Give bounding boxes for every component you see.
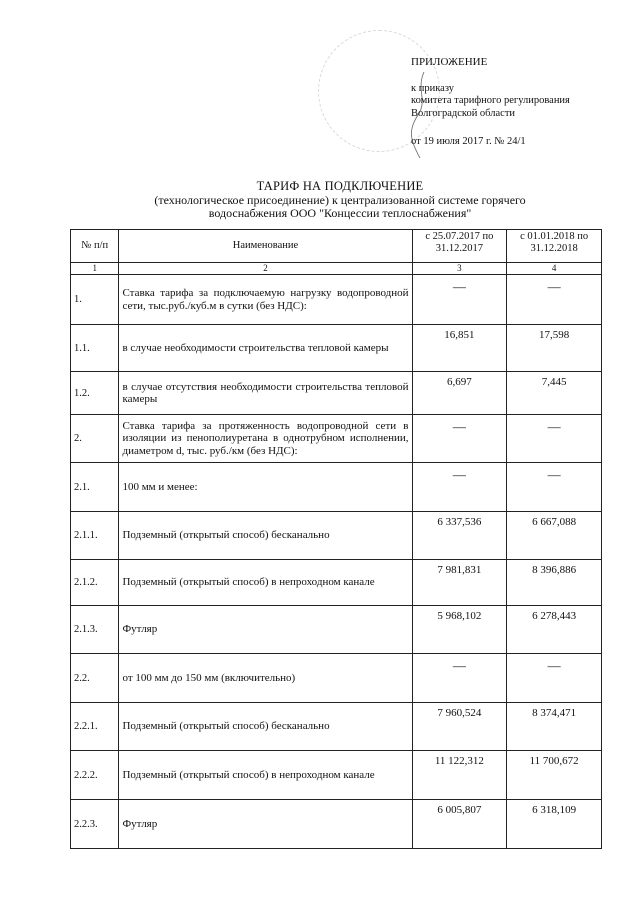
appendix-line: к приказу bbox=[411, 82, 454, 94]
row-value-2018: — bbox=[507, 463, 602, 512]
row-value-2017: — bbox=[412, 654, 507, 703]
title-line: водоснабжения ООО "Концессии теплоснабжения" bbox=[208, 206, 472, 220]
row-number: 2.2. bbox=[71, 654, 119, 703]
appendix-heading: ПРИЛОЖЕНИЕ bbox=[411, 56, 488, 68]
table-row bbox=[71, 415, 602, 463]
row-name: Подземный (открытый способ) бесканально bbox=[119, 703, 412, 751]
table-row bbox=[71, 325, 602, 372]
row-value-2018: 6 278,443 bbox=[507, 606, 602, 654]
row-value-2018: 17,598 bbox=[507, 325, 602, 372]
row-value-2018: 8 396,886 bbox=[507, 560, 602, 606]
row-value-2017: 6 005,807 bbox=[412, 800, 507, 849]
table-row bbox=[71, 606, 602, 654]
row-value-2017: 16,851 bbox=[412, 325, 507, 372]
row-number: 2.1.1. bbox=[71, 512, 119, 560]
row-number: 2.2.2. bbox=[71, 751, 119, 800]
header-name: Наименование bbox=[119, 230, 412, 263]
row-number: 1.1. bbox=[71, 325, 119, 372]
table-row bbox=[71, 654, 602, 703]
row-name: от 100 мм до 150 мм (включительно) bbox=[119, 654, 412, 703]
row-value-2018: 8 374,471 bbox=[507, 703, 602, 751]
title-line: (технологическое присоединение) к централизованной системе горячего bbox=[154, 192, 526, 207]
table-row bbox=[71, 372, 602, 415]
row-name: Подземный (открытый способ) в непроходном канале bbox=[119, 560, 412, 606]
row-value-2018: 6 667,088 bbox=[507, 512, 602, 560]
row-number: 1.2. bbox=[71, 372, 119, 415]
row-value-2017: 6 337,536 bbox=[412, 512, 507, 560]
row-name: Подземный (открытый способ) в непроходном канале bbox=[119, 751, 412, 800]
row-value-2017: 7 981,831 bbox=[412, 560, 507, 606]
row-name: в случае необходимости строительства тепловой камеры bbox=[119, 325, 412, 372]
document-title bbox=[80, 180, 600, 221]
table-row bbox=[71, 463, 602, 512]
table-row bbox=[71, 703, 602, 751]
header-period-2018: с 01.01.2018 по 31.12.2018 bbox=[507, 230, 602, 263]
table-row bbox=[71, 560, 602, 606]
row-value-2017: 7 960,524 bbox=[412, 703, 507, 751]
row-name: Футляр bbox=[119, 800, 412, 849]
row-name: Подземный (открытый способ) бесканально bbox=[119, 512, 412, 560]
row-name: Футляр bbox=[119, 606, 412, 654]
row-name: в случае отсутствия необходимости строительства тепловой камеры bbox=[119, 372, 412, 415]
row-value-2018: 7,445 bbox=[507, 372, 602, 415]
row-number: 2.2.1. bbox=[71, 703, 119, 751]
appendix-line: комитета тарифного регулирования bbox=[411, 95, 570, 106]
appendix-block bbox=[411, 56, 621, 149]
row-value-2017: — bbox=[412, 415, 507, 463]
column-index: 2 bbox=[119, 263, 412, 275]
appendix-line: Волгоградской области bbox=[411, 107, 516, 119]
row-value-2017: 11 122,312 bbox=[412, 751, 507, 800]
row-number: 2.1.3. bbox=[71, 606, 119, 654]
table-row bbox=[71, 751, 602, 800]
table-row bbox=[71, 512, 602, 560]
tariff-table bbox=[70, 229, 602, 849]
column-index: 4 bbox=[507, 263, 602, 275]
row-value-2018: — bbox=[507, 275, 602, 325]
row-number: 2.1. bbox=[71, 463, 119, 512]
row-number: 2.2.3. bbox=[71, 800, 119, 849]
column-index: 1 bbox=[71, 263, 119, 275]
row-value-2017: — bbox=[412, 275, 507, 325]
row-name: 100 мм и менее: bbox=[119, 463, 412, 512]
row-name: Ставка тарифа за подключаемую нагрузку водопроводной сети, тыс.руб./куб.м в сутки (без НДС): bbox=[119, 275, 412, 325]
row-value-2018: — bbox=[507, 654, 602, 703]
row-value-2017: 5 968,102 bbox=[412, 606, 507, 654]
column-index-row bbox=[71, 263, 602, 275]
row-number: 2. bbox=[71, 415, 119, 463]
row-value-2017: — bbox=[412, 463, 507, 512]
row-value-2017: 6,697 bbox=[412, 372, 507, 415]
row-name: Ставка тарифа за протяженность водопроводной сети в изоляции из пенополиуретана в однотрубном исполнении, диаметром d, тыс. руб./км (без НДС): bbox=[119, 415, 412, 463]
row-value-2018: 11 700,672 bbox=[507, 751, 602, 800]
row-number: 1. bbox=[71, 275, 119, 325]
table-row bbox=[71, 800, 602, 849]
row-number: 2.1.2. bbox=[71, 560, 119, 606]
table-row bbox=[71, 275, 602, 325]
appendix-date: от 19 июля 2017 г. № 24/1 bbox=[411, 136, 526, 147]
title-line: ТАРИФ НА ПОДКЛЮЧЕНИЕ bbox=[256, 179, 424, 193]
header-period-2017: с 25.07.2017 по 31.12.2017 bbox=[412, 230, 507, 263]
row-value-2018: — bbox=[507, 415, 602, 463]
table-header-row bbox=[71, 230, 602, 263]
row-value-2018: 6 318,109 bbox=[507, 800, 602, 849]
header-num: № п/п bbox=[71, 230, 119, 263]
column-index: 3 bbox=[412, 263, 507, 275]
